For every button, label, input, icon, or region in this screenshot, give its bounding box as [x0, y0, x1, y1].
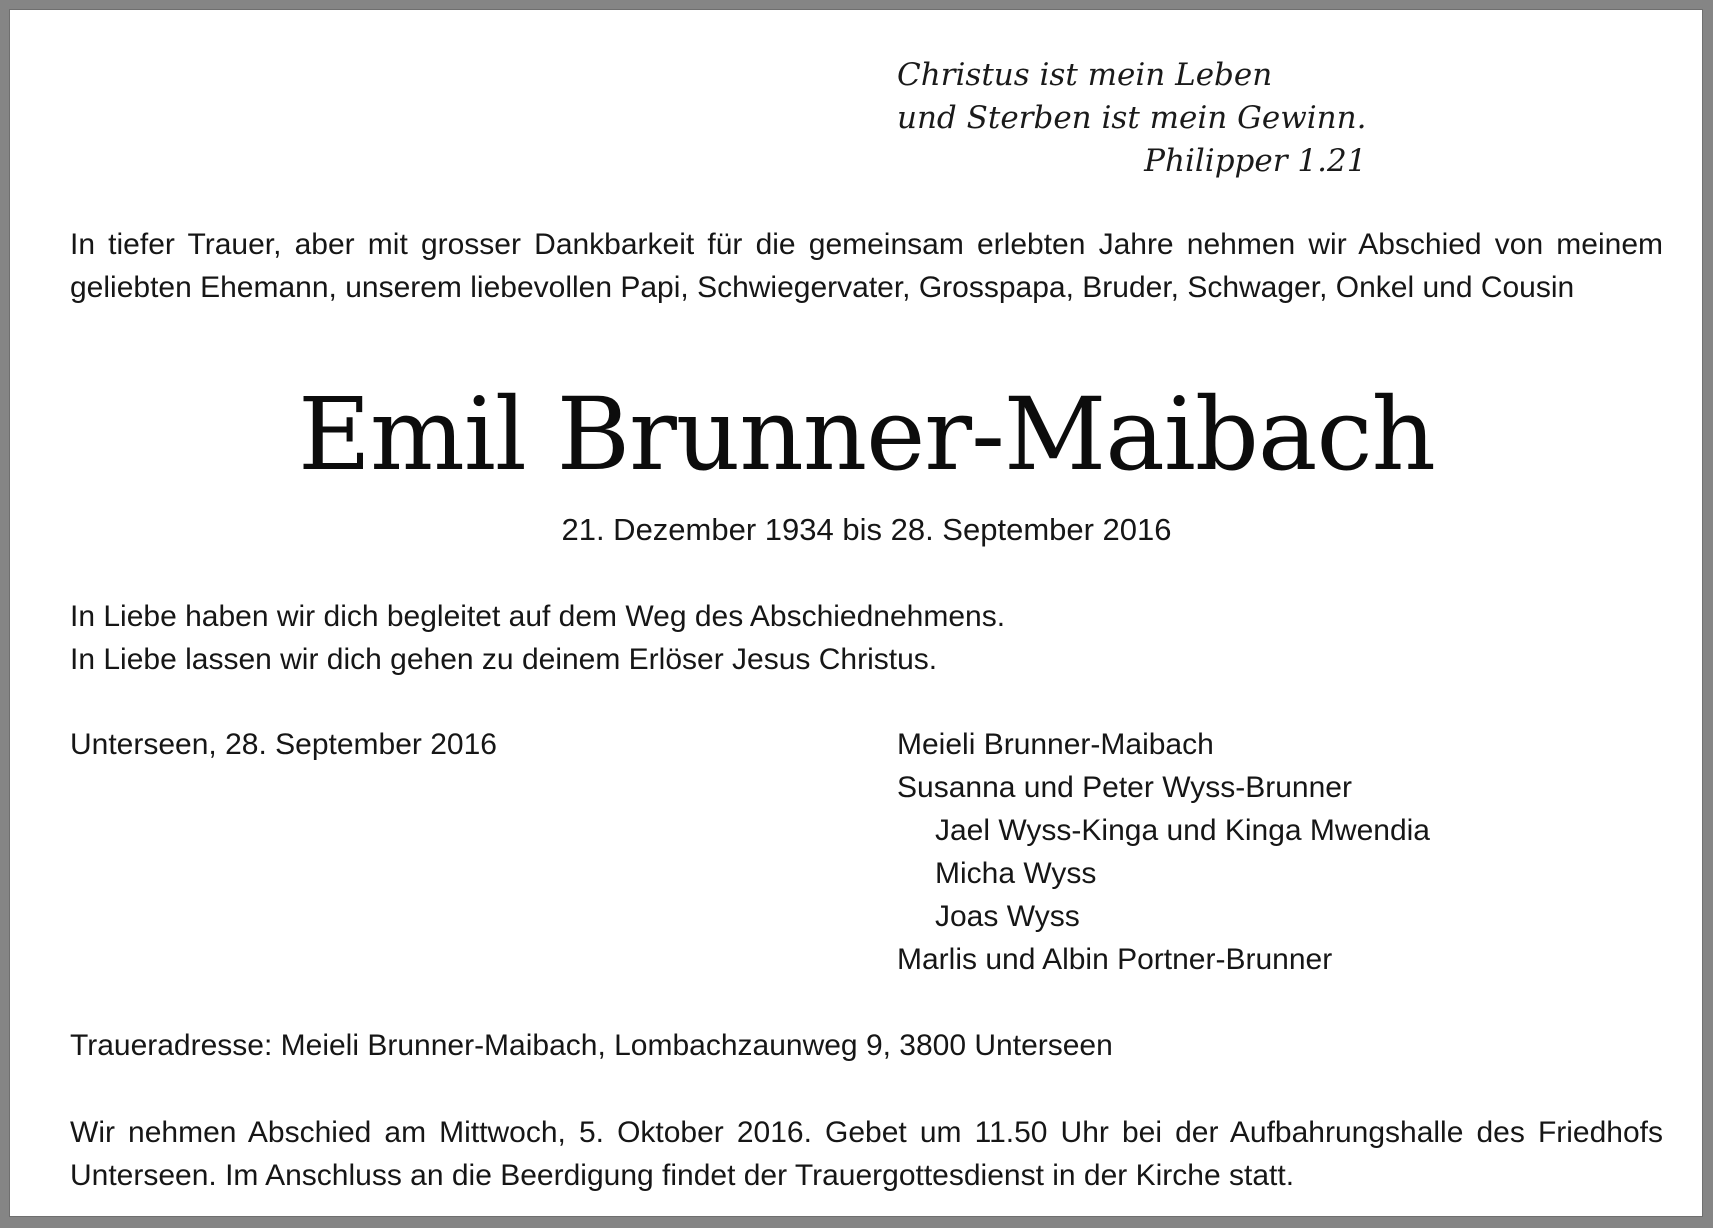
mourner-name: Marlis und Albin Portner-Brunner [897, 943, 1333, 976]
mourner-name: Meieli Brunner-Maibach [897, 728, 1214, 761]
verse-reference: Philipper 1.21 [1144, 143, 1367, 179]
mourners-list [897, 723, 1430, 981]
love-line-2: In Liebe lassen wir dich gehen zu deinem Erlöser Jesus Christus. [70, 643, 938, 676]
love-paragraph [70, 595, 1005, 681]
mourner-name: Susanna und Peter Wyss-Brunner [897, 771, 1352, 804]
deceased-name: Emil Brunner-Maibach [298, 376, 1435, 493]
mourning-address: Traueradresse: Meieli Brunner-Maibach, Lombachzaunweg 9, 3800 Unterseen [70, 1029, 1113, 1062]
farewell-paragraph: Wir nehmen Abschied am Mittwoch, 5. Oktober 2016. Gebet um 11.50 Uhr bei der Aufbahrungshalle des Friedhofs Unterseen. Im Anschluss an die Beerdigung findet der Trauergottesdienst in der Kirche statt. [70, 1116, 1663, 1192]
place-and-date: Unterseen, 28. September 2016 [70, 728, 497, 761]
bible-verse [897, 54, 1366, 183]
obituary-notice [10, 10, 1702, 1216]
intro-paragraph: In tiefer Trauer, aber mit grosser Dankbarkeit für die gemeinsam erlebten Jahre nehmen wir Abschied von meinem geliebten Ehemann, unserem liebevollen Papi, Schwiegervater, Grosspapa, Bruder, Schwager, Onkel und Cousin [70, 228, 1663, 304]
love-line-1: In Liebe haben wir dich begleitet auf dem Weg des Abschiednehmens. [70, 600, 1006, 633]
mourner-name: Jael Wyss-Kinga und Kinga Mwendia [935, 814, 1430, 847]
mourner-name: Joas Wyss [935, 900, 1080, 933]
mourner-name: Micha Wyss [935, 857, 1097, 890]
life-dates: 21. Dezember 1934 bis 28. September 2016 [561, 512, 1172, 547]
verse-line-2: und Sterben ist mein Gewinn. [897, 100, 1367, 136]
verse-line-1: Christus ist mein Leben [897, 57, 1273, 93]
